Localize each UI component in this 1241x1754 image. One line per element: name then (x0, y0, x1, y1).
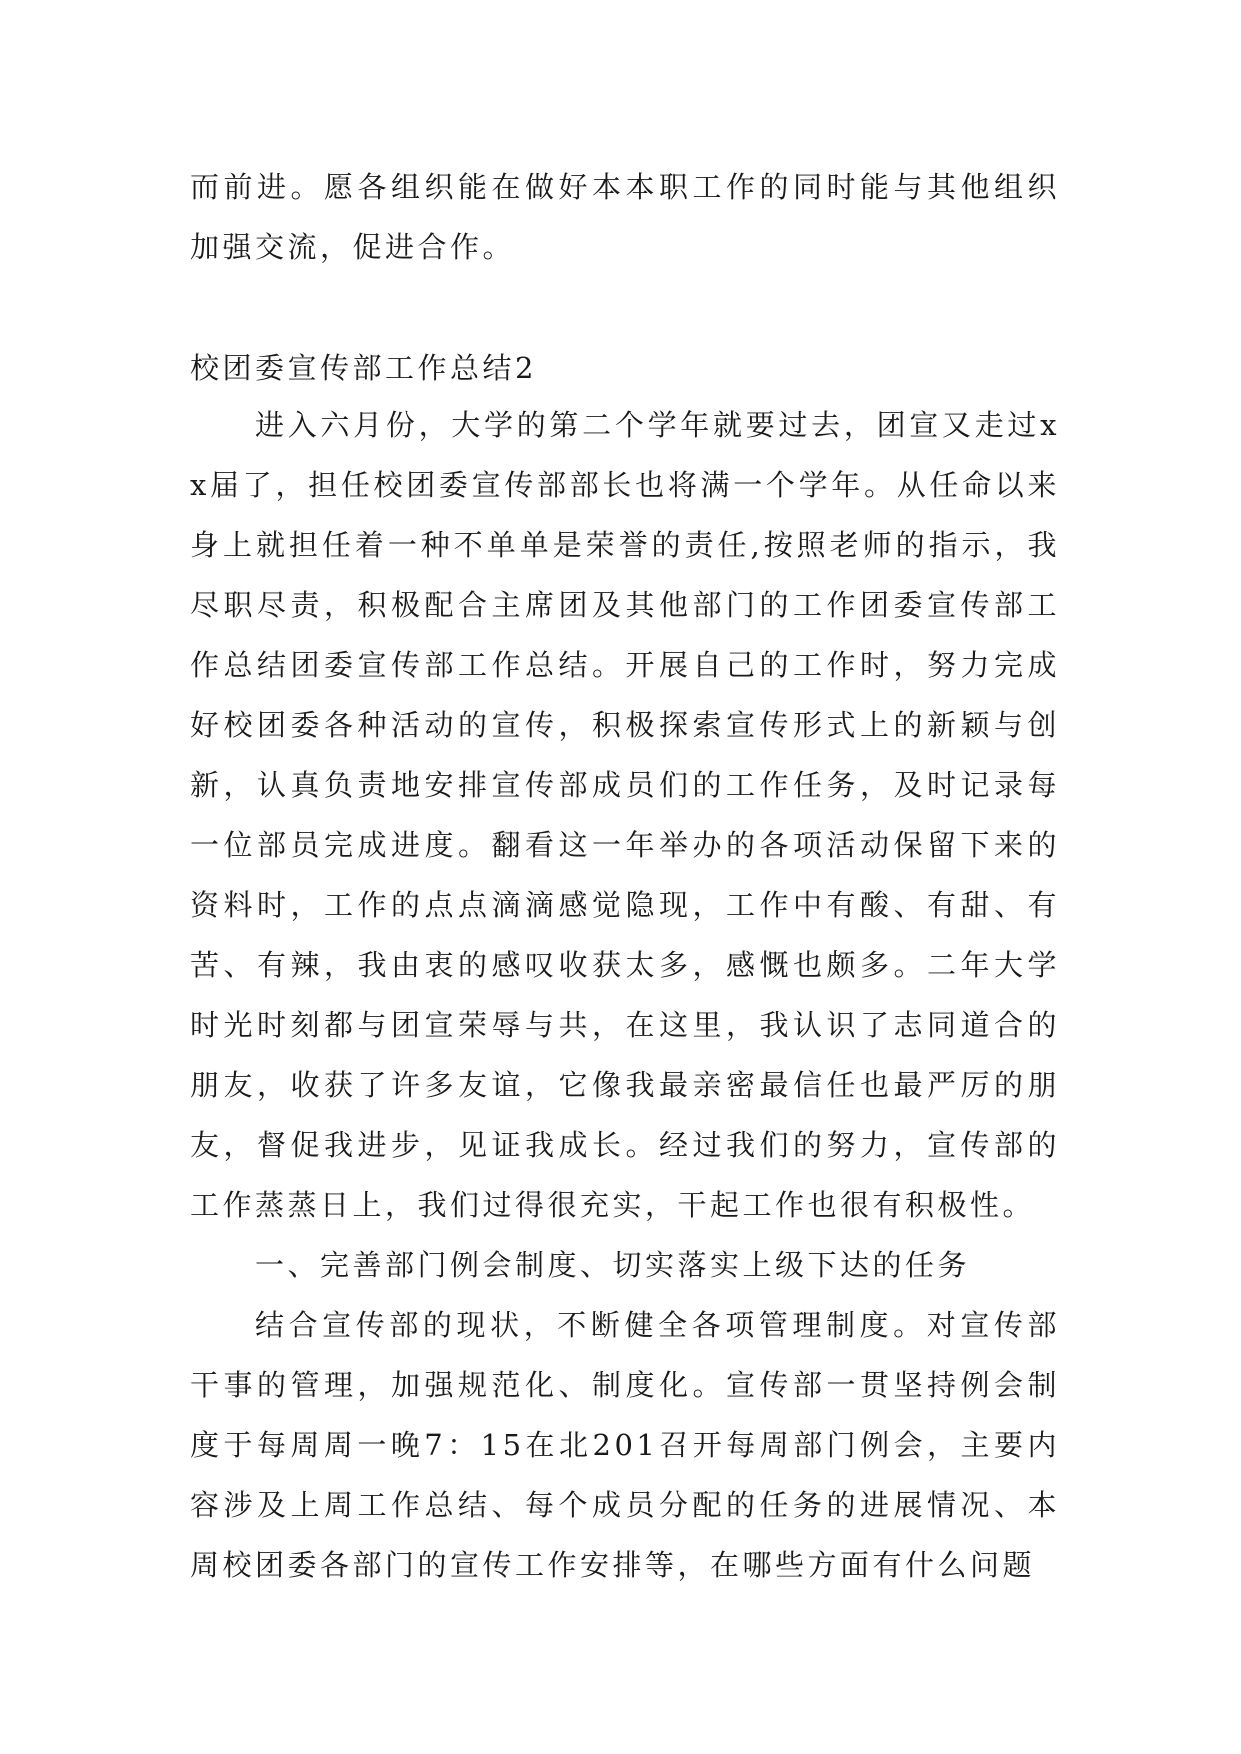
section-title-block (190, 338, 1060, 398)
body-paragraph-intro: 进入六月份，大学的第二个学年就要过去，团宣又走过xx届了，担任校团委宣传部部长也将满一个学年。从任命以来身上就担任着一种不单单是荣誉的责任,按照老师的指示，我尽职尽责，积极配合主席团及其他部门的工作团委宣传部工作总结团委宣传部工作总结。开展自己的工作时，努力完成好校团委各种活动的宣传，积极探索宣传形式上的新颖与创新，认真负责地安排宣传部成员们的工作任务，及时记录每一位部员完成进度。翻看这一年举办的各项活动保留下来的资料时，工作的点点滴滴感觉隐现，工作中有酸、有甜、有苦、有辣，我由衷的感叹收获太多，感慨也颇多。二年大学时光时刻都与团宣荣辱与共，在这里，我认识了志同道合的朋友，收获了许多友谊，它像我最亲密最信任也最严厉的朋友，督促我进步，见证我成长。经过我们的努力，宣传部的工作蒸蒸日上，我们过得很充实，干起工作也很有积极性。 (190, 408, 1060, 1222)
subheading-meeting-system: 一、完善部门例会制度、切实落实上级下达的任务 (255, 1248, 971, 1282)
section-title: 校团委宣传部工作总结2 (190, 351, 537, 385)
body-block (190, 395, 1060, 1595)
continuation-paragraph: 而前进。愿各组织能在做好本本职工作的同时能与其他组织加强交流，促进合作。 (190, 170, 1060, 264)
body-paragraph-meeting: 结合宣传部的现状，不断健全各项管理制度。对宣传部干事的管理，加强规范化、制度化。宣传部一贯坚持例会制度于每周周一晚7：15在北201召开每周部门例会，主要内容涉及上周工作总结、每个成员分配的任务的进展情况、本周校团委各部门的宣传工作安排等，在哪些方面有什么问题 (190, 1308, 1060, 1582)
continuation-block (190, 157, 1060, 277)
